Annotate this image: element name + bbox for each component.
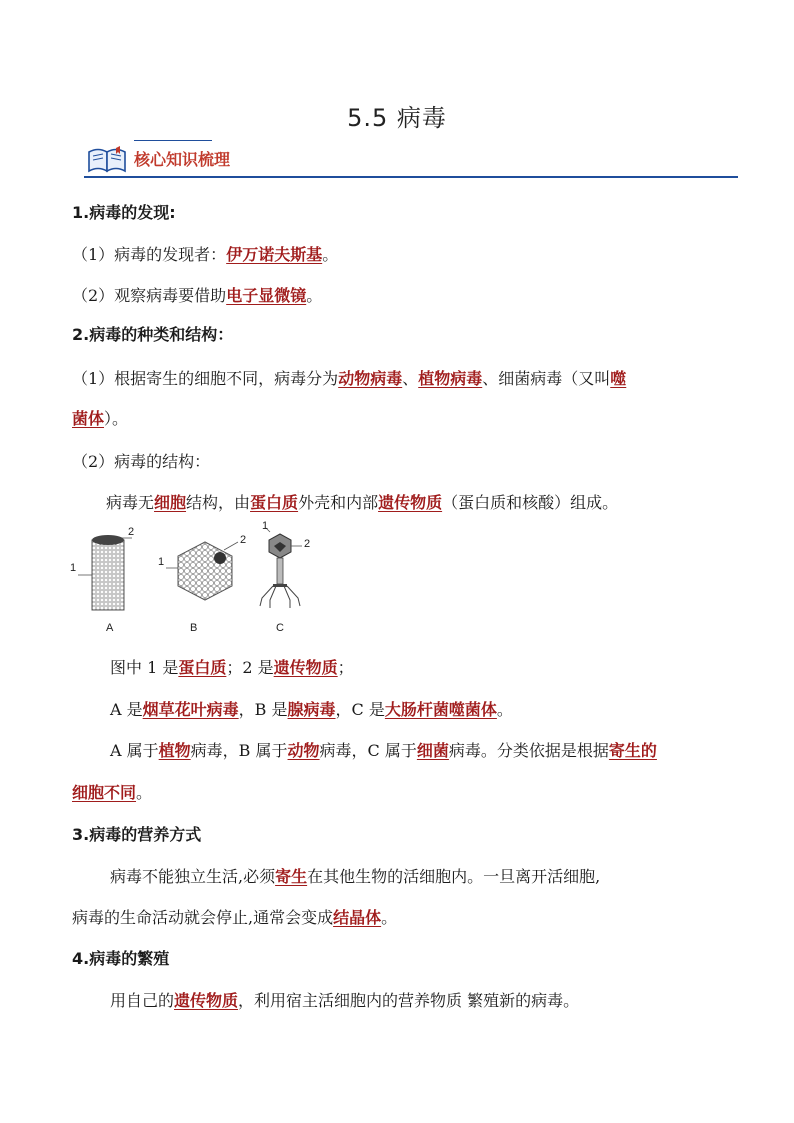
discovery-line-2 [72, 283, 322, 306]
fig-b-num-2: 2 [240, 534, 247, 546]
answer: 动物 [287, 741, 320, 760]
discovery-line-1 [72, 242, 338, 265]
fig-label-c: C [276, 622, 284, 634]
text: （1）病毒的发现者： [72, 245, 227, 264]
answer: 细菌 [416, 741, 449, 760]
answer: 大肠杆菌噬菌体 [384, 700, 497, 719]
caption-line-1 [110, 655, 354, 678]
text: 病毒，C 属于 [319, 741, 417, 760]
text: 。 [322, 245, 339, 264]
types-line-1 [72, 366, 626, 389]
answer: 噬 [610, 369, 627, 388]
text: 病毒不能独立生活,必须 [110, 867, 276, 886]
text: 病毒。分类依据是根据 [448, 741, 609, 760]
virus-a-rod [78, 535, 132, 610]
virus-figures [70, 520, 330, 640]
types-line-2: （2）病毒的结构： [72, 452, 211, 471]
answer: 遗传物质 [378, 493, 443, 512]
nutrition-line-1 [110, 864, 600, 887]
page-title: 5.5 病毒 [347, 104, 447, 132]
structure-line [106, 490, 618, 513]
answer: 遗传物质 [174, 991, 239, 1010]
text: ； [337, 658, 354, 677]
heading-reproduction: 4.病毒的繁殖 [72, 949, 170, 968]
text: （1）根据寄生的细胞不同，病毒分为 [72, 369, 339, 388]
answer: 伊万诺夫斯基 [226, 245, 323, 264]
header-top-rule [134, 140, 212, 141]
fig-b-num-1: 1 [158, 556, 165, 568]
text: 病毒，B 属于 [190, 741, 288, 760]
answer: 蛋白质 [178, 658, 227, 677]
fig-c-num-2: 2 [304, 538, 311, 550]
header-bottom-rule [84, 176, 738, 178]
section-label: 核心知识梳理 [134, 150, 231, 169]
virus-illustrations [70, 520, 330, 620]
text: 用自己的 [110, 991, 175, 1010]
text: （2）观察病毒要借助 [72, 286, 227, 305]
answer: 烟草花叶病毒 [142, 700, 239, 719]
caption-line-2 [110, 697, 513, 720]
heading-types: 2.病毒的种类和结构： [72, 325, 234, 344]
caption-line-3 [110, 738, 657, 761]
fig-label-a: A [106, 622, 114, 634]
section-header [84, 138, 738, 180]
answer: 细胞不同 [72, 783, 137, 802]
text: ，C 是 [335, 700, 385, 719]
text: A 属于 [110, 741, 159, 760]
book-icon [86, 144, 128, 174]
fig-c-num-1: 1 [262, 520, 269, 532]
nutrition-line-2 [72, 905, 397, 928]
answer: 植物 [158, 741, 191, 760]
fig-a-num-2: 2 [128, 526, 135, 538]
heading-discovery: 1.病毒的发现: [72, 203, 176, 222]
text: ，B 是 [238, 700, 288, 719]
answer: 蛋白质 [250, 493, 299, 512]
answer: 电子显微镜 [226, 286, 307, 305]
answer: 动物病毒 [338, 369, 403, 388]
text: 病毒的生命活动就会停止,通常会变成 [72, 908, 334, 927]
text: 结构，由 [186, 493, 251, 512]
caption-line-3-cont [72, 780, 152, 803]
answer: 腺病毒 [287, 700, 336, 719]
text: 在其他生物的活细胞内。一旦离开活细胞, [307, 867, 601, 886]
text: 外壳和内部 [298, 493, 379, 512]
text: ）。 [104, 409, 129, 428]
text: 。 [381, 908, 398, 927]
text: 。 [136, 783, 153, 802]
fig-a-num-1: 1 [70, 562, 77, 574]
text: ；2 是 [226, 658, 274, 677]
fig-label-b: B [190, 622, 198, 634]
heading-nutrition: 3.病毒的营养方式 [72, 825, 202, 844]
text: 、 [402, 369, 419, 388]
answer: 结晶体 [333, 908, 382, 927]
reproduction-line [110, 988, 579, 1011]
answer: 植物病毒 [418, 369, 483, 388]
virus-c-bacteriophage [260, 528, 302, 608]
text: （蛋白质和核酸）组成。 [442, 493, 619, 512]
text: 图中 1 是 [110, 658, 179, 677]
answer: 寄生的 [608, 741, 657, 760]
text: 。 [496, 700, 513, 719]
answer: 菌体 [72, 409, 105, 428]
text: 病毒无 [106, 493, 155, 512]
text: 、细菌病毒（又叫 [482, 369, 611, 388]
answer: 遗传物质 [273, 658, 338, 677]
text: 。 [306, 286, 323, 305]
types-line-1-cont [72, 406, 128, 429]
answer: 寄生 [275, 867, 308, 886]
text: A 是 [110, 700, 143, 719]
answer: 细胞 [154, 493, 187, 512]
text: ，利用宿主活细胞内的营养物质 繁殖新的病毒。 [238, 991, 580, 1010]
virus-b-icosahedral [166, 542, 238, 600]
